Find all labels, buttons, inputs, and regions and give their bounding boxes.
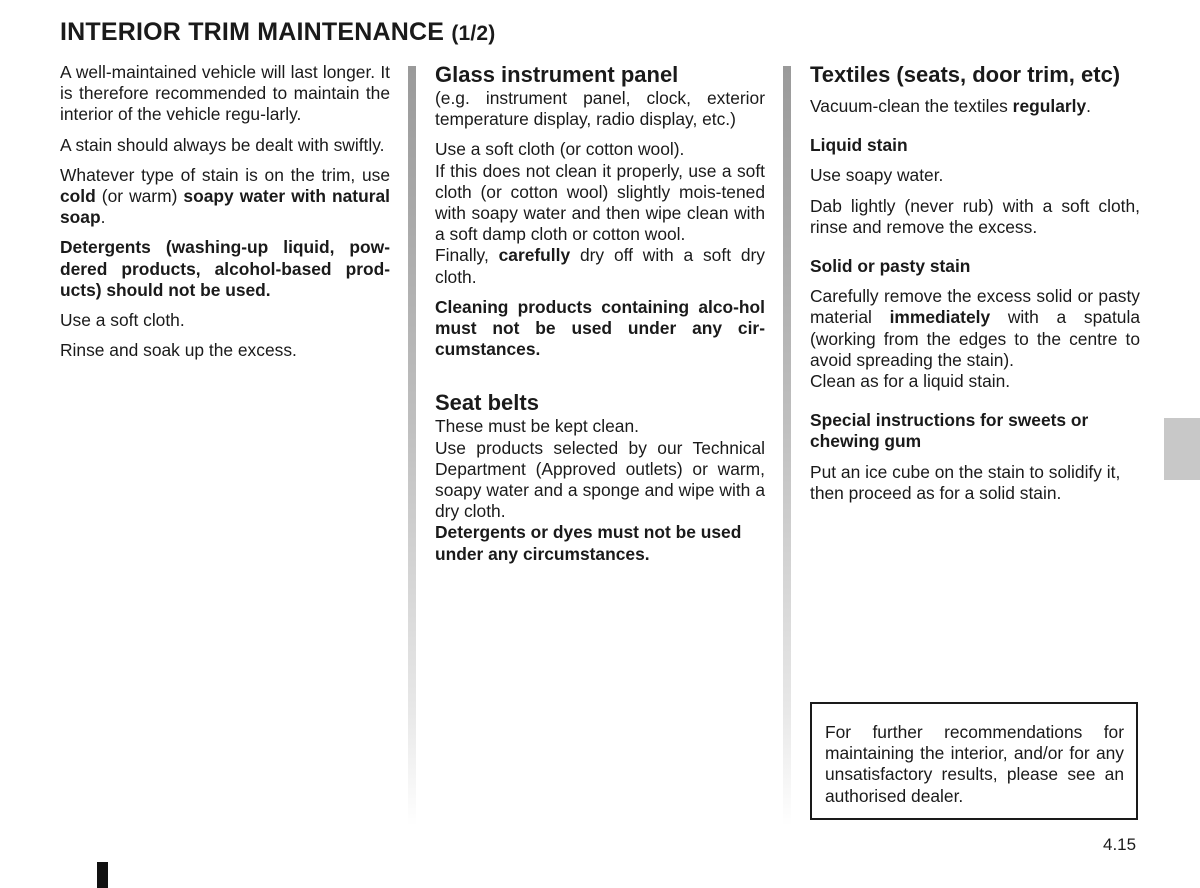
alcohol-warning: Cleaning products containing alco-hol must not be used under any cir-cumstances. [435, 296, 765, 360]
bold-cold: cold [60, 186, 96, 207]
ice-cube-paragraph: Put an ice cube on the stain to solidify it, then proceed as for a solid stain. [810, 461, 1121, 503]
page-number: 4.15 [1103, 835, 1137, 854]
solid-remove-paragraph [810, 286, 1140, 371]
section-thumb-tab [1164, 418, 1200, 480]
text-run: Finally, [435, 245, 499, 266]
belts-clean-paragraph: These must be kept clean. [435, 416, 639, 437]
glass-and-belts-column [435, 62, 765, 565]
page-title-text: INTERIOR TRIM MAINTENANCE [60, 18, 445, 46]
stain-type-paragraph [60, 165, 390, 229]
sweets-gum-heading: Special instructions for sweets or chewing gum [810, 410, 1089, 452]
text-run: with a spatula (working from the edges to the centre to avoid spreading the stain). [810, 307, 1141, 370]
liquid-dab-paragraph: Dab lightly (never rub) with a soft cloth, rinse and remove the excess. [810, 195, 1140, 237]
glass-panel-heading: Glass instrument panel [435, 62, 679, 87]
text-run: dry off with a soft dry cloth. [435, 245, 765, 287]
bold-immediately: immediately [889, 307, 991, 328]
textiles-heading: Textiles (seats, door trim, etc) [810, 62, 1121, 87]
text-run: . [100, 207, 106, 228]
column-divider-right [783, 66, 791, 826]
textiles-column [810, 62, 1140, 504]
bold-regularly: regularly [1012, 96, 1087, 116]
glass-panel-subtitle: (e.g. instrument panel, clock, exterior temperature display, radio display, etc.) [435, 88, 765, 130]
seat-belts-heading: Seat belts [435, 390, 539, 416]
crop-mark [97, 862, 108, 888]
belts-detergent-warning: Detergents or dyes must not be used under any circumstances. [435, 522, 742, 564]
detergent-warning: Detergents (washing-up liquid, pow-dered products, alcohol-based prod-ucts) should not be used. [60, 237, 390, 300]
dealer-note-text: For further recommendations for maintaining the interior, and/or for any unsatisfactory results, please see an authorised dealer. [825, 722, 1124, 806]
text-run: Vacuum-clean the textiles [810, 96, 1013, 116]
page-title [60, 18, 496, 47]
column-divider-left [408, 66, 416, 826]
text-run: Carefully remove the excess solid or pasty material [810, 286, 1140, 328]
soft-cloth-paragraph: Use a soft cloth. [60, 310, 185, 331]
belts-products-paragraph: Use products selected by our Technical Department (Approved outlets) or warm, soapy water and a sponge and wipe with a dry cloth. [435, 437, 765, 522]
text-run: (or warm) [95, 186, 184, 207]
rinse-paragraph: Rinse and soak up the excess. [60, 340, 297, 361]
text-run: . [1086, 96, 1091, 116]
intro-column [60, 62, 390, 361]
page-part-indicator: (1/2) [451, 22, 496, 45]
glass-moistened-paragraph: If this does not clean it properly, use a soft cloth (or cotton wool) slightly mois-tened with soapy water and then wipe clean with a soft damp cloth or cotton wool. [435, 160, 765, 245]
stain-swiftly-paragraph: A stain should always be dealt with swiftly. [60, 134, 385, 155]
bold-soapy-water: soapy water with natural soap [60, 186, 390, 228]
intro-paragraph: A well-maintained vehicle will last longer. It is therefore recommended to maintain the interior of the vehicle regu-larly. [60, 62, 390, 125]
liquid-stain-heading: Liquid stain [810, 135, 908, 156]
solid-clean-paragraph: Clean as for a liquid stain. [810, 371, 1011, 392]
bold-carefully: carefully [498, 245, 571, 266]
liquid-soapy-paragraph: Use soapy water. [810, 165, 944, 186]
dealer-note-box [810, 702, 1138, 820]
text-run: Whatever type of stain is on the trim, use [60, 164, 390, 185]
glass-dry-off-paragraph [435, 245, 765, 287]
solid-stain-heading: Solid or pasty stain [810, 256, 971, 277]
glass-soft-cloth-paragraph: Use a soft cloth (or cotton wool). [435, 139, 685, 160]
vacuum-paragraph [810, 96, 1140, 117]
